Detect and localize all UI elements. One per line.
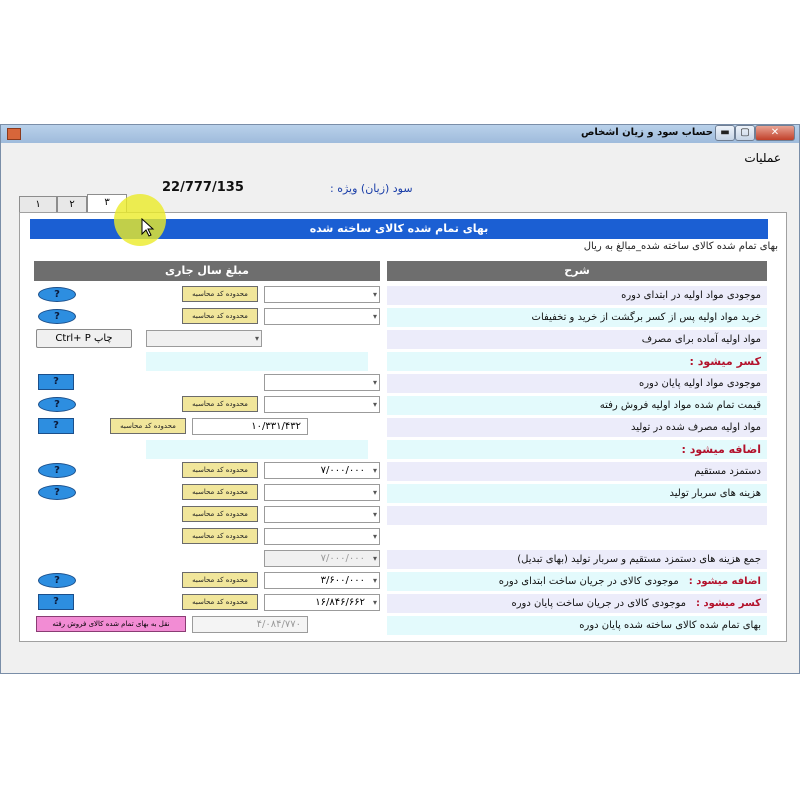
help-button[interactable]: ?	[38, 463, 76, 478]
amount-combo[interactable]: ۱۶/۸۴۶/۶۶۲ ▾	[264, 594, 380, 611]
row-label: هزینه های سربار تولید	[387, 484, 767, 503]
calc-range-button[interactable]: محدوده کد محاسبه	[182, 462, 258, 478]
window-title: حساب سود و زیان اشخاص	[580, 127, 713, 138]
header-description: شرح	[387, 261, 767, 281]
row-prefix-deduct: کسر میشود :	[695, 598, 761, 609]
maximize-button[interactable]: ▢	[735, 125, 755, 141]
row-label-text: موجودی کالای در جریان ساخت ابتدای دوره	[498, 576, 679, 587]
row-label: دستمزد مستقیم	[387, 462, 767, 481]
amount-combo-disabled	[146, 330, 262, 347]
amount-combo[interactable]	[264, 286, 380, 303]
header-amount: مبلغ سال جاری	[34, 261, 380, 281]
row-label	[387, 506, 767, 525]
app-icon	[7, 128, 21, 140]
close-button[interactable]: ✕	[755, 125, 795, 141]
row-label: مواد اولیه آماده برای مصرف	[387, 330, 767, 349]
help-button[interactable]: ?	[38, 309, 76, 324]
row-label-text: موجودی کالای در جریان ساخت پایان دوره	[511, 598, 686, 609]
calc-range-button[interactable]: محدوده کد محاسبه	[182, 396, 258, 412]
title-bar[interactable]	[1, 125, 799, 143]
row-label	[387, 594, 767, 613]
section-label-add: اضافه میشود :	[387, 440, 767, 459]
section-subtitle: بهای تمام شده کالای ساخته شده_مبالغ به ریال	[583, 241, 778, 252]
row-label	[387, 572, 767, 591]
row-label	[387, 528, 767, 547]
calc-range-button[interactable]: محدوده کد محاسبه	[182, 506, 258, 522]
cursor-highlight	[114, 194, 166, 246]
row-prefix-add: اضافه میشود :	[688, 576, 761, 587]
menu-operations[interactable]: عملیات	[744, 151, 781, 165]
help-button[interactable]: ?	[38, 418, 74, 434]
help-button[interactable]: ?	[38, 485, 76, 500]
calc-range-button[interactable]: محدوده کد محاسبه	[182, 286, 258, 302]
help-button[interactable]: ?	[38, 287, 76, 302]
calc-range-button[interactable]: محدوده کد محاسبه	[110, 418, 186, 434]
net-profit-label: سود (زیان) ویژه :	[330, 182, 413, 195]
amount-combo[interactable]: ۳/۶۰۰/۰۰۰ ▾	[264, 572, 380, 589]
amount-field[interactable]: ۱۰/۳۳۱/۴۳۲	[192, 418, 308, 435]
calc-range-button[interactable]: محدوده کد محاسبه	[182, 308, 258, 324]
calc-range-button[interactable]: محدوده کد محاسبه	[182, 528, 258, 544]
row-label: مواد اولیه مصرف شده در تولید	[387, 418, 767, 437]
help-button[interactable]: ?	[38, 573, 76, 588]
print-button[interactable]: چاپ Ctrl+ P	[36, 329, 132, 348]
calc-range-button[interactable]: محدوده کد محاسبه	[182, 594, 258, 610]
final-total-field: ۴/۰۸۴/۷۷۰	[192, 616, 308, 633]
amount-combo[interactable]	[264, 308, 380, 325]
amount-combo[interactable]	[264, 484, 380, 501]
row-label: موجودی مواد اولیه پایان دوره	[387, 374, 767, 393]
minimize-button[interactable]: ▬	[715, 125, 735, 141]
amount-combo[interactable]	[264, 506, 380, 523]
section-label-deduct: کسر میشود :	[387, 352, 767, 371]
section-band	[146, 352, 368, 371]
total-combo-disabled: ۷/۰۰۰/۰۰۰ ▾	[264, 550, 380, 567]
tab-3[interactable]: ۳	[87, 194, 127, 213]
amount-combo[interactable]: ۷/۰۰۰/۰۰۰ ▾	[264, 462, 380, 479]
row-label: جمع هزینه های دستمزد مستقیم و سربار تولید (بهای تبدیل)	[387, 550, 767, 569]
mouse-cursor-icon	[141, 218, 155, 238]
amount-combo[interactable]	[264, 374, 380, 391]
row-label: بهای تمام شده کالای ساخته شده پایان دوره	[387, 616, 767, 635]
transfer-button[interactable]: نقل به بهای تمام شده کالای فروش رفته	[36, 616, 186, 632]
help-button[interactable]: ?	[38, 594, 74, 610]
row-label: خرید مواد اولیه پس از کسر برگشت از خرید و تخفیفات	[387, 308, 767, 327]
amount-combo[interactable]	[264, 396, 380, 413]
calc-range-button[interactable]: محدوده کد محاسبه	[182, 484, 258, 500]
net-profit-value: 22/777/135	[162, 180, 244, 195]
row-label: قیمت تمام شده مواد اولیه فروش رفته	[387, 396, 767, 415]
row-label: موجودی مواد اولیه در ابتدای دوره	[387, 286, 767, 305]
section-band	[146, 440, 368, 459]
tab-2[interactable]: ۲	[57, 196, 87, 212]
section-banner: بهای تمام شده کالای ساخته شده	[30, 219, 768, 239]
tab-panel	[19, 212, 787, 642]
tab-1[interactable]: ۱	[19, 196, 57, 212]
help-button[interactable]: ?	[38, 397, 76, 412]
calc-range-button[interactable]: محدوده کد محاسبه	[182, 572, 258, 588]
help-button[interactable]: ?	[38, 374, 74, 390]
amount-combo[interactable]	[264, 528, 380, 545]
